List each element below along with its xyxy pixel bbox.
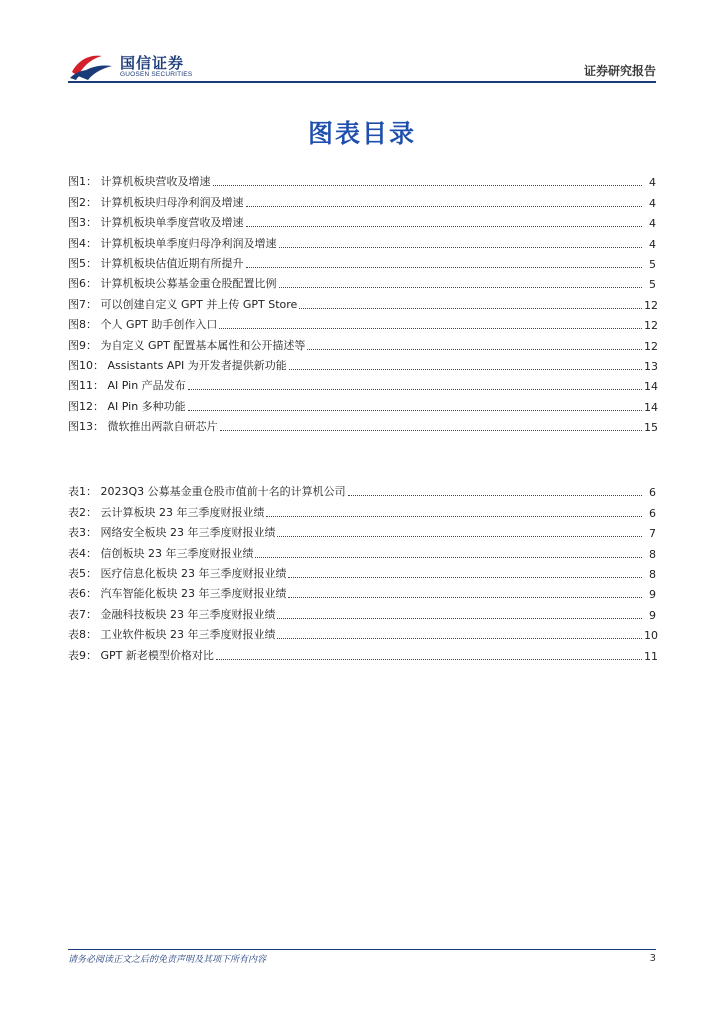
toc-figure-entry-page: 4 (649, 237, 656, 251)
header-divider (68, 81, 656, 83)
dot-leader (348, 494, 642, 496)
toc-figure-entry-label: 图3： 计算机板块单季度营收及增速 (68, 216, 244, 230)
toc-figure-entry-page: 5 (649, 278, 656, 292)
toc-figure-entry[interactable] (68, 251, 656, 271)
dot-leader (277, 637, 642, 639)
page-title: 图表目录 (307, 119, 416, 148)
table-list (68, 479, 656, 663)
dot-leader (266, 515, 642, 517)
toc-table-entry[interactable] (68, 540, 656, 560)
toc-table-entry-label: 表3： 网络安全板块 23 年三季度财报业绩 (68, 526, 276, 540)
toc-figure-entry[interactable] (68, 393, 656, 413)
toc-figure-entry[interactable] (68, 332, 656, 352)
toc-table-entry[interactable] (68, 581, 656, 601)
toc-figure-entry-page: 5 (649, 257, 656, 271)
dot-leader (288, 596, 642, 598)
toc-table-entry-page: 6 (649, 486, 656, 500)
toc-figure-entry-label: 图13： 微软推出两款自研芯片 (68, 420, 218, 434)
toc-figure-entry-page: 13 (644, 359, 658, 373)
toc-figure-entry[interactable] (68, 169, 656, 189)
toc-figure-entry[interactable] (68, 312, 656, 332)
footer-divider (68, 949, 656, 950)
toc-figure-entry-label: 图11： AI Pin 产品发布 (68, 379, 186, 393)
toc-table-entry[interactable] (68, 622, 656, 642)
toc-figure-entry-page: 12 (644, 298, 658, 312)
disclaimer-note: 请务必阅读正文之后的免责声明及其项下所有内容 (68, 955, 267, 965)
dot-leader (307, 348, 642, 350)
guosen-logo-icon (68, 50, 116, 82)
dot-leader (279, 286, 643, 288)
toc-table-entry-label: 表8： 工业软件板块 23 年三季度财报业绩 (68, 628, 276, 642)
toc-table-entry[interactable] (68, 520, 656, 540)
toc-figure-entry[interactable] (68, 291, 656, 311)
dot-leader (277, 617, 642, 619)
figure-list (68, 169, 656, 434)
dot-leader (219, 327, 642, 329)
toc-figure-entry-page: 12 (644, 339, 658, 353)
toc-table-entry[interactable] (68, 561, 656, 581)
toc-figure-entry-page: 4 (649, 176, 656, 190)
toc-figure-entry-label: 图2： 计算机板块归母净利润及增速 (68, 195, 244, 209)
dot-leader (188, 409, 642, 411)
toc-table-entry-label: 表9： GPT 新老模型价格对比 (68, 648, 214, 662)
toc-table-entry[interactable] (68, 499, 656, 519)
toc-figure-entry[interactable] (68, 189, 656, 209)
toc-figure-entry-page: 15 (644, 421, 658, 435)
toc-figure-entry-page: 4 (649, 196, 656, 210)
dot-leader (289, 368, 642, 370)
toc-table-entry-page: 6 (649, 506, 656, 520)
toc-figure-entry-label: 图1： 计算机板块营收及增速 (68, 175, 211, 189)
dot-leader (246, 225, 643, 227)
toc-table-entry-page: 10 (644, 629, 658, 643)
dot-leader (246, 266, 643, 268)
toc-figure-entry-label: 图10： Assistants API 为开发者提供新功能 (68, 358, 287, 372)
dot-leader (246, 205, 643, 207)
toc-figure-entry-label: 图5： 计算机板块估值近期有所提升 (68, 256, 244, 270)
toc-figure-entry[interactable] (68, 210, 656, 230)
toc-table-entry-page: 9 (649, 588, 656, 602)
toc-table-entry-page: 9 (649, 608, 656, 622)
toc-figure-entry[interactable] (68, 353, 656, 373)
dot-leader (220, 429, 643, 431)
toc-table-entry-label: 表7： 金融科技板块 23 年三季度财报业绩 (68, 607, 276, 621)
toc-table-entry-label: 表5： 医疗信息化板块 23 年三季度财报业绩 (68, 566, 287, 580)
toc-table-entry-label: 表6： 汽车智能化板块 23 年三季度财报业绩 (68, 587, 287, 601)
dot-leader (279, 246, 643, 248)
toc-table-entry-label: 表2： 云计算板块 23 年三季度财报业绩 (68, 505, 265, 519)
toc-figure-entry-page: 12 (644, 319, 658, 333)
report-type-label: 证券研究报告 (583, 64, 656, 78)
toc-figure-entry-page: 14 (644, 400, 658, 414)
toc-figure-entry-label: 图6： 计算机板块公募基金重仓股配置比例 (68, 277, 277, 291)
toc-figure-entry-page: 14 (644, 380, 658, 394)
dot-leader (213, 184, 643, 186)
dot-leader (188, 388, 642, 390)
toc-figure-entry-label: 图4： 计算机板块单季度归母净利润及增速 (68, 236, 277, 250)
toc-figure-entry-label: 图8： 个人 GPT 助手创作入口 (68, 318, 218, 332)
dot-leader (299, 307, 642, 309)
toc-figure-entry[interactable] (68, 373, 656, 393)
page-number: 3 (649, 953, 656, 964)
toc-figure-entry-label: 图9： 为自定义 GPT 配置基本属性和公开描述等 (68, 338, 306, 352)
logo-text-cn: 国信证券 (120, 54, 185, 72)
toc-table-entry-page: 8 (649, 547, 656, 561)
toc-figure-entry-page: 4 (649, 217, 656, 231)
toc-table-entry[interactable] (68, 479, 656, 499)
dot-leader (255, 556, 642, 558)
toc-table-entry[interactable] (68, 642, 656, 662)
toc-figure-entry-label: 图7： 可以创建自定义 GPT 并上传 GPT Store (68, 297, 298, 311)
dot-leader (277, 535, 642, 537)
guosen-logo (68, 48, 208, 84)
toc-table-entry-page: 8 (649, 567, 656, 581)
toc-figure-entry-label: 图12： AI Pin 多种功能 (68, 399, 186, 413)
logo-text-en: GUOSEN SECURITIES (120, 71, 193, 78)
toc-table-entry[interactable] (68, 601, 656, 621)
toc-figure-entry[interactable] (68, 271, 656, 291)
toc-figure-entry[interactable] (68, 230, 656, 250)
toc-table-entry-label: 表4： 信创板块 23 年三季度财报业绩 (68, 546, 254, 560)
page-header (68, 48, 658, 88)
toc-table-entry-page: 11 (644, 649, 658, 663)
toc-table-entry-label: 表1： 2023Q3 公募基金重仓股市值前十名的计算机公司 (68, 485, 346, 499)
toc-figure-entry[interactable] (68, 414, 656, 434)
toc-table-entry-page: 7 (649, 527, 656, 541)
dot-leader (288, 576, 642, 578)
dot-leader (216, 658, 642, 660)
